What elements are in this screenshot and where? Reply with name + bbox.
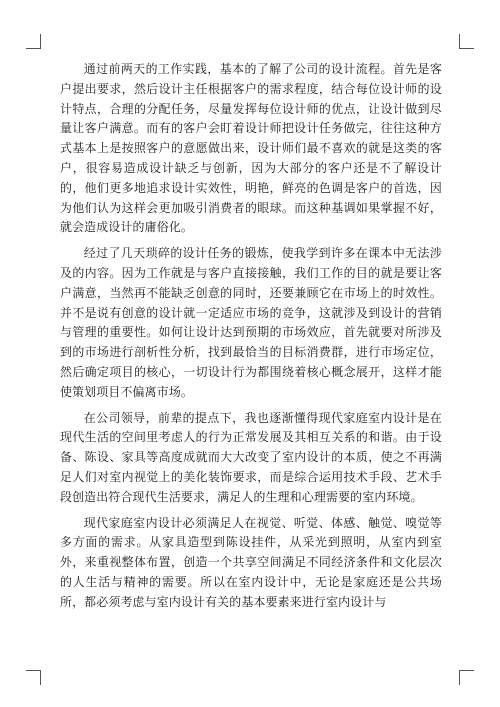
crop-mark-bottom-left [26,670,41,685]
paragraph: 通过前两天的工作实践，基本的了解了公司的设计流程。首先是客户提出要求，然后设计主任根据客户的需求程度，结合每位设计师的设计特点，合理的分配任务，尽量发挥每位设计师的优点，让设计做到尽量让客户满意。而有的客户会盯着设计师把设计任务做完，往往这种方式基本上是按照客户的意愿做出来，设计师们最不喜欢的就是这类的客户，很容易造成设计缺乏与创新，因为大部分的客户还是不了解设计的，他们更多地追求设计实效性，明艳，鲜亮的色调是客户的首选，因为他们认为这样会更加吸引消费者的眼球。而这种基调如果掌握不好，就会造成设计的庸俗化。 [60,62,442,235]
crop-mark-top-right [459,34,474,49]
paragraph: 经过了几天琐碎的设计任务的锻炼，使我学到许多在课本中无法涉及的内容。因为工作就是与客户直接接触，我们工作的目的就是要让客户满意，当然再不能缺乏创意的同时，还要兼顾它在市场上的时效性。并不是说有创意的设计就一定适应市场的竞争，这就涉及到设计的营销与管理的重要性。如何让设计达到预期的市场效应，首先就要对所涉及到的市场进行剖析性分析，找到最恰当的目标消费群，进行市场定位，然后确定项目的核心，一切设计行为都围绕着核心概念展开，这样才能使策划项目不偏离市场。 [60,246,442,399]
crop-mark-top-left [26,34,41,49]
document-body [60,60,442,613]
crop-mark-bottom-right [459,670,474,685]
paragraph: 在公司领导，前辈的提点下，我也逐渐懂得现代家庭室内设计是在现代生活的空间里考虑人的行为正常发展及其相互关系的和谐。由于设备、陈设、家具等高度成就而大大改变了室内设计的本质，使之不再满足人们对室内视觉上的美化装饰要求，而是综合运用技术手段、艺术手段创造出符合现代生活要求，满足人的生理和心理需要的室内环境。 [60,410,442,504]
paragraph: 现代家庭室内设计必须满足人在视觉、听觉、体感、触觉、嗅觉等多方面的需求。从家具造型到陈设挂件，从采光到照明，从室内到室外，来重视整体布置，创造一个共享空间满足不同经济条件和文化层次的人生活与精神的需要。所以在室内设计中，无论是家庭还是公共场所，都必须考虑与室内设计有关的基本要素来进行室内设计与 [60,515,442,609]
